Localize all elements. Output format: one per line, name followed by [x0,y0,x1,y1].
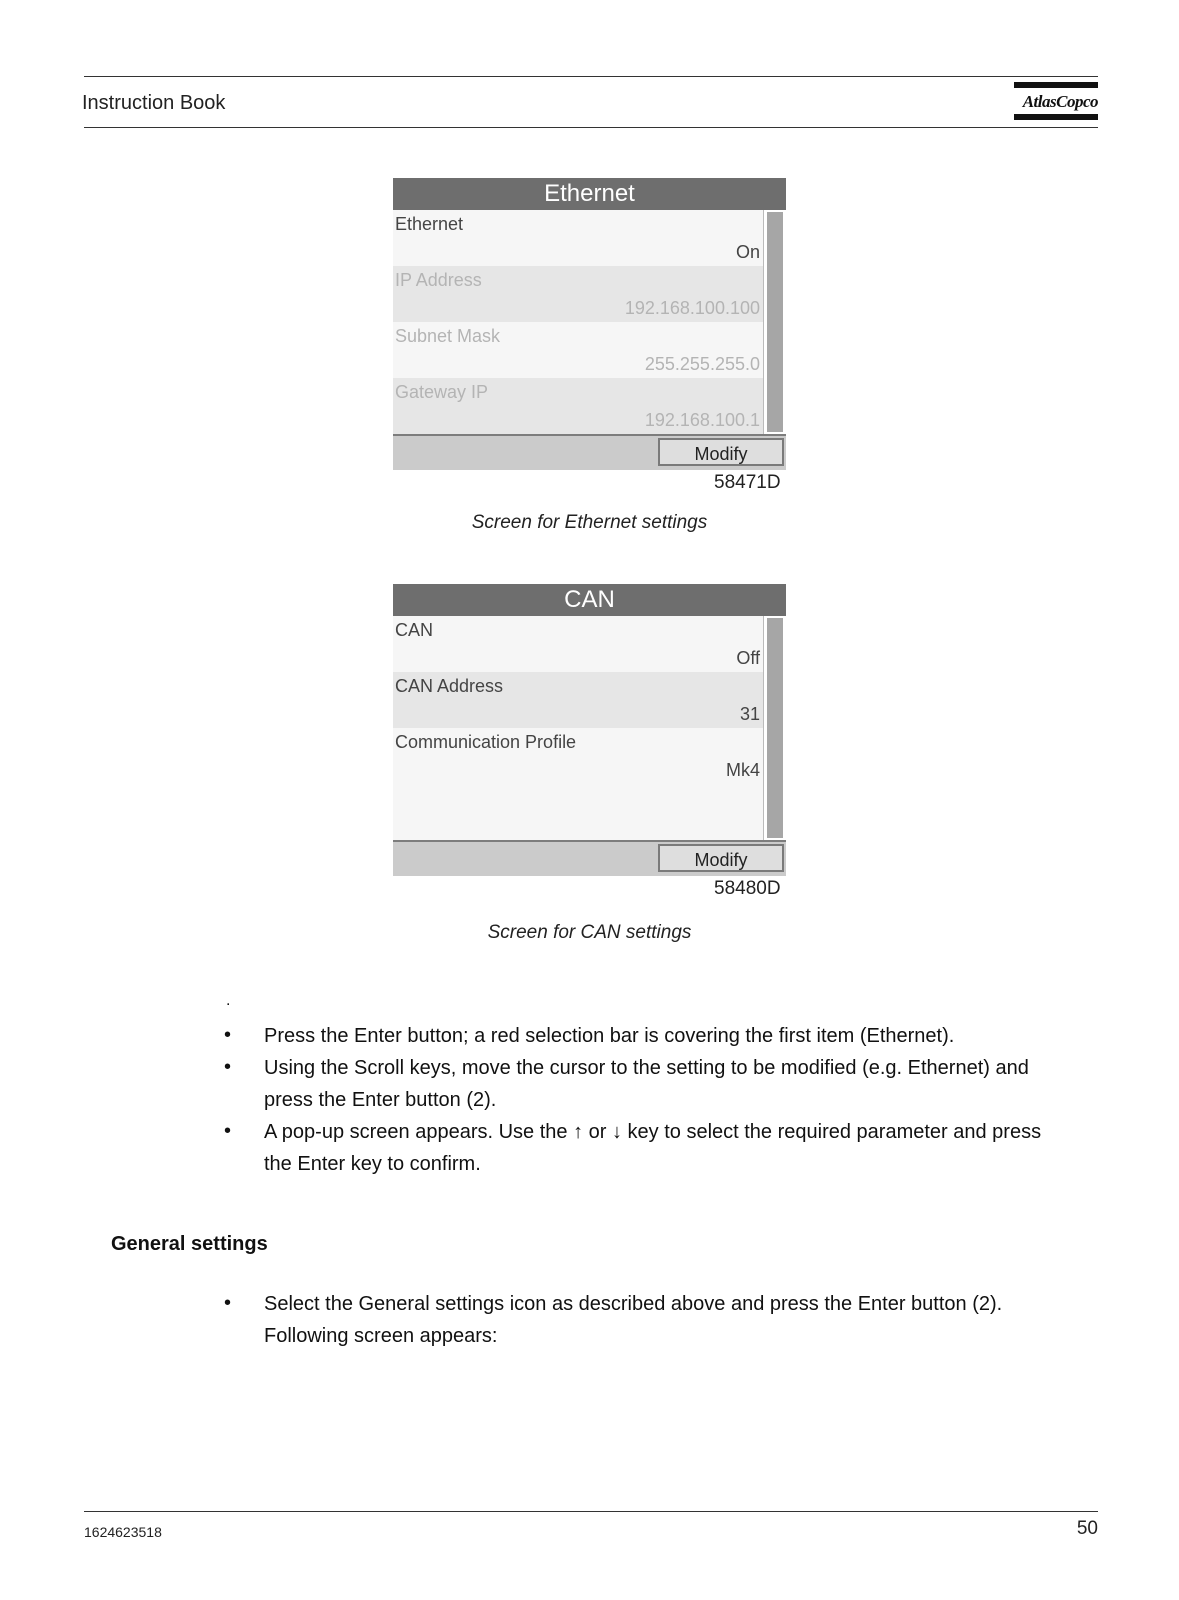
can-screen [393,584,786,876]
setting-value: On [735,242,760,262]
list-item-can[interactable] [393,616,786,672]
setting-value: 192.168.100.100 [624,298,760,318]
list-item-ip-address[interactable] [393,266,786,322]
scrollbar-thumb[interactable] [767,212,783,432]
header-top-rule [84,76,1098,77]
figure-caption: Screen for CAN settings [487,922,692,943]
setting-label: Communication Profile [395,732,577,752]
can-settings-list [393,616,786,840]
setting-value: 255.255.255.0 [644,354,760,374]
modify-button[interactable]: Modify [658,844,784,872]
scrollbar-thumb[interactable] [767,618,783,838]
ethernet-screen-footer [393,434,786,470]
setting-label: CAN Address [395,676,504,696]
ethernet-scrollbar[interactable] [763,210,786,434]
setting-label: IP Address [395,270,482,290]
atlas-copco-logo [1014,82,1098,120]
figure-code: 58471D [714,472,781,493]
can-scrollbar[interactable] [763,616,786,840]
bullet-text: Using the Scroll keys, move the cursor to the setting to be modified (e.g. Ethernet) and press the Enter button (2). [264,1057,1029,1111]
list-item-can-address[interactable] [393,672,786,728]
list-item-gateway-ip[interactable] [393,378,786,434]
footer-rule [84,1511,1098,1512]
list-item-ethernet[interactable] [393,210,786,266]
section-heading: General settings [111,1233,268,1255]
bullet-text: Select the General settings icon as described above and press the Enter button (2). Following screen appears: [264,1293,1003,1347]
list-item-empty [393,784,786,840]
setting-label: Gateway IP [395,382,489,402]
bullet-symbol: • [224,1120,232,1142]
figure-code: 58480D [714,878,781,899]
setting-value: 192.168.100.1 [644,410,760,430]
bullet-symbol: • [224,1292,232,1314]
modify-button[interactable]: Modify [658,438,784,466]
setting-value: 31 [739,704,760,724]
ethernet-settings-list [393,210,786,434]
ethernet-screen-title: Ethernet [393,178,786,210]
header-bottom-rule [84,127,1098,128]
doc-number: 1624623518 [84,1524,162,1540]
setting-label: CAN [395,620,434,640]
setting-value: Mk4 [725,760,760,780]
setting-label: Subnet Mask [395,326,501,346]
figure-caption: Screen for Ethernet settings [471,512,708,533]
bullet-symbol: • [224,1056,232,1078]
stray-dot: . [226,992,231,1009]
logo-bottom-bar [1014,114,1098,120]
list-item-subnet-mask[interactable] [393,322,786,378]
can-screen-footer [393,840,786,876]
header-title: Instruction Book [82,92,226,114]
setting-value: Off [736,648,760,668]
setting-label: Ethernet [395,214,464,234]
can-screen-title: CAN [393,584,786,616]
ethernet-screen [393,178,786,470]
list-item-communication-profile[interactable] [393,728,786,784]
bullet-text: Press the Enter button; a red selection bar is covering the first item (Ethernet). [264,1025,955,1047]
logo-text: AtlasCopco [1022,92,1098,111]
page-number: 50 [1076,1518,1098,1539]
bullet-symbol: • [224,1024,232,1046]
bullet-text: A pop-up screen appears. Use the ↑ or ↓ key to select the required parameter and press the Enter key to confirm. [264,1121,1042,1175]
